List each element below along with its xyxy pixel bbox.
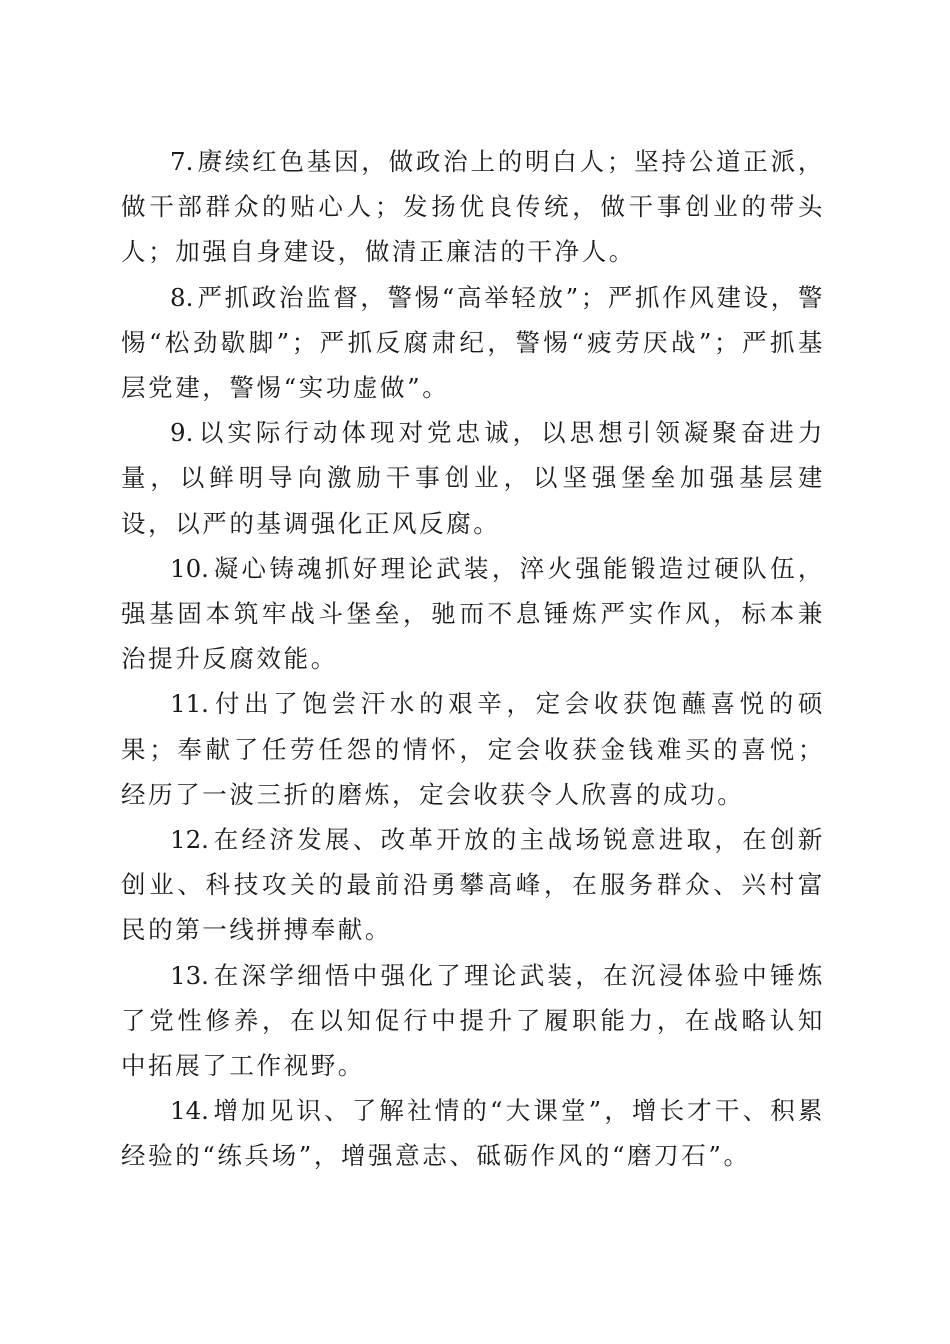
paragraph-12 — [121, 817, 825, 953]
paragraph-9 — [121, 410, 825, 546]
paragraph-text: 以实际行动体现对党忠诚，以思想引领凝聚奋进力量，以鲜明导向激励干事创业，以坚强堡垒加强基层建设，以严的基调强化正风反腐。 — [121, 418, 825, 538]
paragraph-number: 7. — [170, 147, 194, 176]
paragraph-number: 13. — [170, 960, 209, 990]
paragraph-text: 付出了饱尝汗水的艰辛，定会收获饱蘸喜悦的硕果；奉献了任劳任怨的情怀，定会收获金钱难买的喜悦；经历了一波三折的磨炼，定会收获令人欣喜的成功。 — [121, 689, 825, 809]
paragraph-text: 严抓政治监督，警惕“高举轻放”；严抓作风建设，警惕“松劲歇脚”；严抓反腐肃纪，警惕“疲劳厌战”；严抓基层党建，警惕“实功虚做”。 — [121, 282, 825, 403]
paragraph-14 — [121, 1088, 825, 1178]
paragraph-number: 12. — [170, 825, 209, 855]
paragraph-number: 9. — [170, 418, 194, 448]
paragraph-text: 在经济发展、改革开放的主战场锐意进取，在创新创业、科技攻关的最前沿勇攀高峰，在服务群众、兴村富民的第一线拼搏奉献。 — [121, 825, 825, 945]
paragraph-text: 凝心铸魂抓好理论武装，淬火强能锻造过硬队伍，强基固本筑牢战斗堡垒，驰而不息锤炼严实作风，标本兼治提升反腐效能。 — [121, 553, 825, 674]
paragraph-text: 赓续红色基因，做政治上的明白人；坚持公道正派，做干部群众的贴心人；发扬优良传统，做干事创业的带头人；加强自身建设，做清正廉洁的干净人。 — [121, 147, 825, 267]
paragraph-7 — [121, 139, 825, 275]
paragraph-11 — [121, 681, 825, 817]
paragraph-number: 8. — [170, 282, 194, 312]
paragraph-number: 11. — [170, 689, 209, 719]
paragraph-10 — [121, 546, 825, 682]
paragraph-number: 14. — [170, 1096, 209, 1126]
paragraph-text: 在深学细悟中强化了理论武装，在沉浸体验中锤炼了党性修养，在以知促行中提升了履职能力，在战略认知中拓展了工作视野。 — [121, 960, 825, 1081]
paragraph-13 — [121, 953, 825, 1089]
paragraph-number: 10. — [170, 553, 209, 583]
document-body — [121, 139, 825, 1179]
paragraph-8 — [121, 275, 825, 411]
paragraph-text: 增加见识、了解社情的“大课堂”，增长才干、积累经验的“练兵场”，增强意志、砥砺作风的“磨刀石”。 — [121, 1096, 825, 1171]
